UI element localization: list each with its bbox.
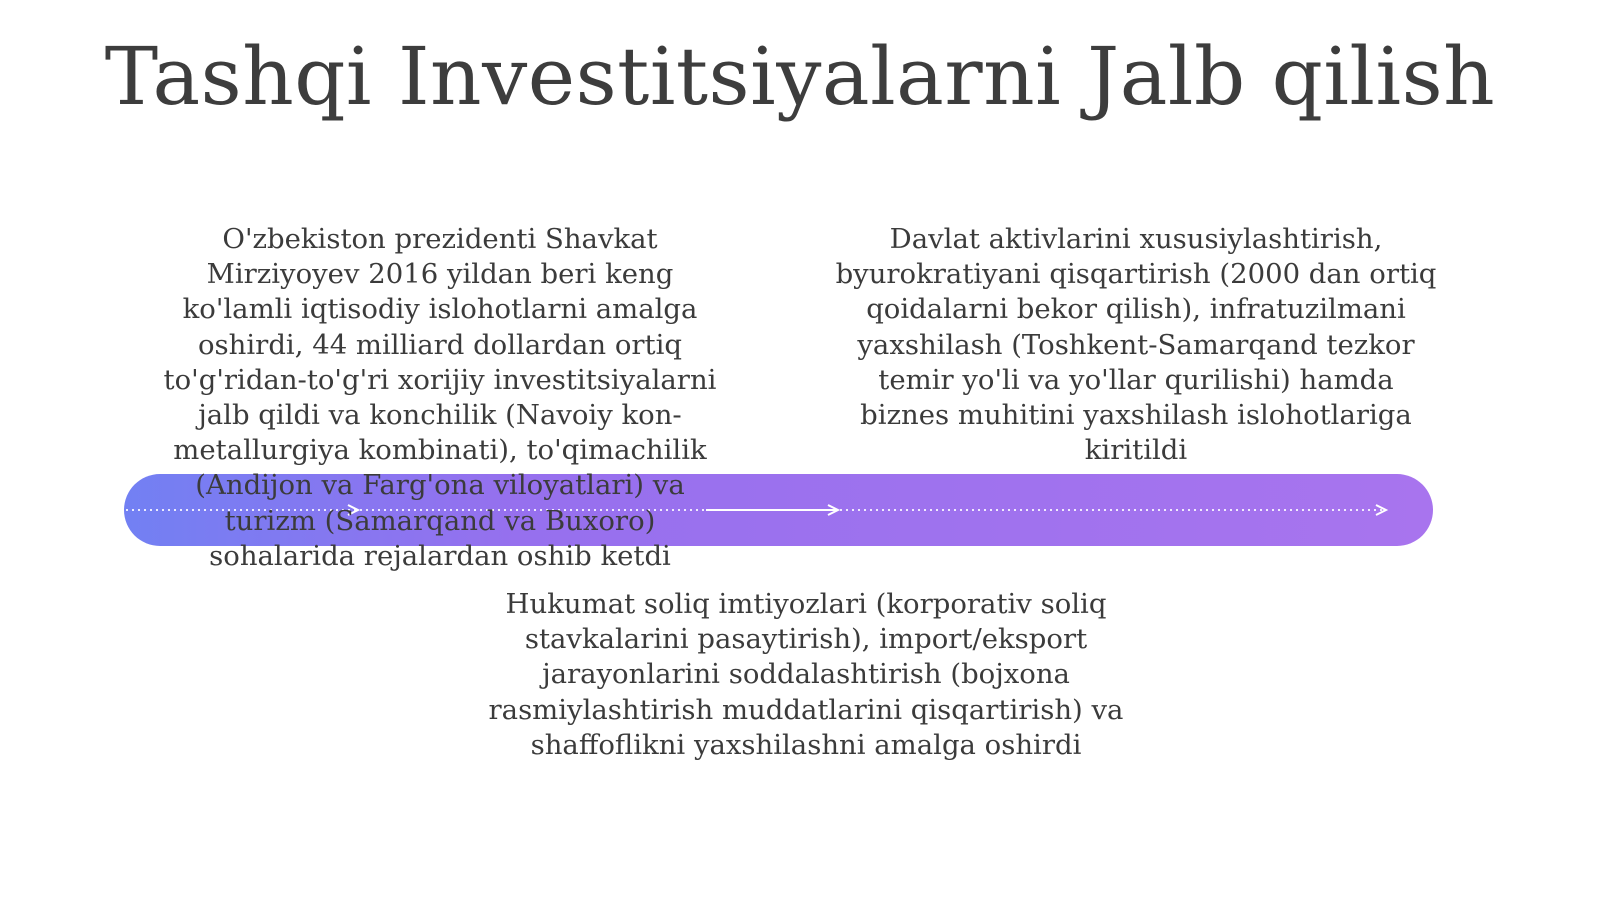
timeline-item-2-text: Davlat aktivlarini xususiylashtirish, byurokratiyani qisqartirish (2000 dan ortiq qoidalarni bekor qilish), infratuzilmani yaxshilash (Toshkent-Samarqand tezkor temir yo'li va yo'llar qurilishi) hamda biznes muhitini yaxshilash islohotlariga kiritildi: [835, 223, 1437, 467]
slide-title: Tashqi Investitsiyalarni Jalb qilish: [104, 30, 1496, 123]
timeline-item-1-text: O'zbekiston prezidenti Shavkat Mirziyoyev 2016 yildan beri keng ko'lamli iqtisodiy islohotlarni amalga oshirdi, 44 milliard dollardan ortiq to'g'ridan-to'g'ri xorijiy investitsiyalarni jalb qildi va konchilik (Navoiy kon-metallurgiya kombinati), to'qimachilik (Andijon va Farg'ona viloyatlari) va turizm (Samarqand va Buxoro) sohalarida rejalardan oshib ketdi: [163, 223, 717, 572]
timeline-item-3-text: Hukumat soliq imtiyozlari (korporativ soliq stavkalarini pasaytirish), import/eksport jarayonlarini soddalashtirish (bojxona rasmiylashtirish muddatlarini qisqartirish) va shaffoflikni yaxshilashni amalga oshirdi: [488, 588, 1124, 761]
